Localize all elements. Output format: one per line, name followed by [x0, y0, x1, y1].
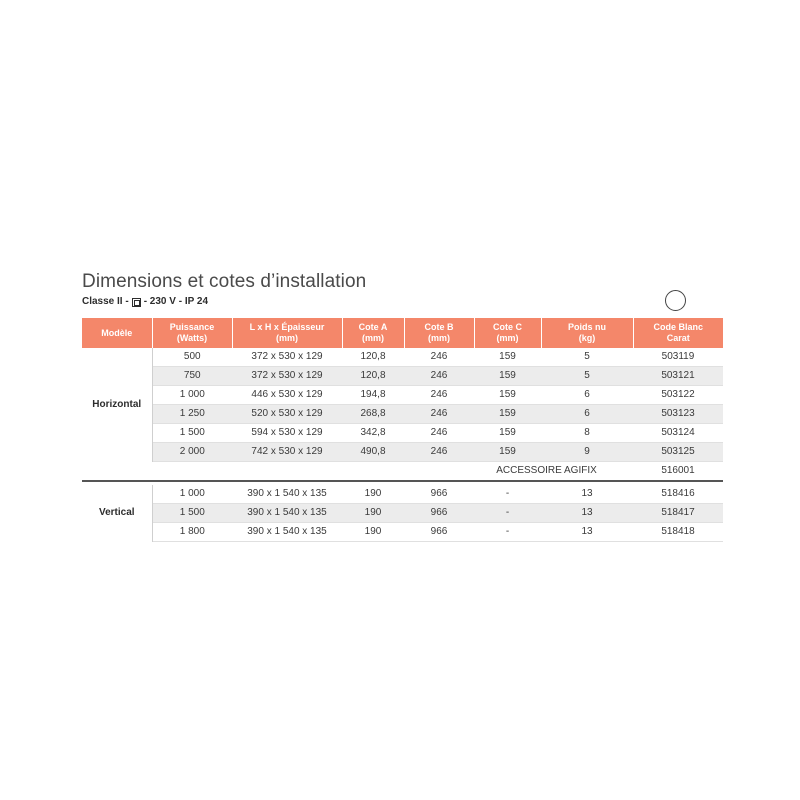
table-cell: 159 [474, 424, 541, 443]
table-cell: 966 [404, 523, 474, 542]
table-cell: 194,8 [342, 386, 404, 405]
model-group-label: Horizontal [82, 348, 152, 462]
table-cell: 6 [541, 405, 633, 424]
table-cell: 13 [541, 504, 633, 523]
table-cell: 120,8 [342, 367, 404, 386]
dimensions-table [82, 318, 723, 542]
table-cell: 1 000 [152, 485, 232, 504]
model-group-label: Vertical [82, 485, 152, 542]
table-cell: 1 800 [152, 523, 232, 542]
page-title: Dimensions et cotes d’installation [82, 271, 367, 292]
table-cell: 503125 [633, 443, 723, 462]
column-header: Cote B (mm) [404, 318, 474, 348]
table-cell: 268,8 [342, 405, 404, 424]
table-cell: 246 [404, 443, 474, 462]
table-cell: 246 [404, 367, 474, 386]
column-header: L x H x Épaisseur (mm) [232, 318, 342, 348]
accessory-spacer [82, 462, 474, 482]
table-cell: 390 x 1 540 x 135 [232, 485, 342, 504]
table-cell: - [474, 504, 541, 523]
column-header: Code Blanc Carat [633, 318, 723, 348]
table-cell: 13 [541, 485, 633, 504]
column-header: Modèle [82, 318, 152, 348]
table-cell: 190 [342, 523, 404, 542]
table-cell: 390 x 1 540 x 135 [232, 523, 342, 542]
table-cell: - [474, 485, 541, 504]
table-cell: 246 [404, 424, 474, 443]
table-cell: 372 x 530 x 129 [232, 348, 342, 367]
table-cell: 5 [541, 367, 633, 386]
table-cell: 518416 [633, 485, 723, 504]
table-cell: 13 [541, 523, 633, 542]
table-cell: 518417 [633, 504, 723, 523]
column-header: Cote C (mm) [474, 318, 541, 348]
table-cell: 120,8 [342, 348, 404, 367]
class-ii-icon [132, 298, 141, 307]
table-cell: 503124 [633, 424, 723, 443]
table-row [82, 386, 723, 405]
column-header: Poids nu (kg) [541, 318, 633, 348]
table-row [82, 348, 723, 367]
table-row [82, 424, 723, 443]
table-header-row [82, 318, 723, 348]
table-row [82, 504, 723, 523]
table-cell: 159 [474, 367, 541, 386]
table-cell: 594 x 530 x 129 [232, 424, 342, 443]
table-cell: 246 [404, 386, 474, 405]
table-cell: 9 [541, 443, 633, 462]
table-cell: 446 x 530 x 129 [232, 386, 342, 405]
table-cell: 2 000 [152, 443, 232, 462]
table-row [82, 485, 723, 504]
accessory-code: 516001 [661, 465, 695, 476]
table-cell: 503121 [633, 367, 723, 386]
table-cell: 390 x 1 540 x 135 [232, 504, 342, 523]
spec-sheet [82, 270, 723, 542]
table-cell: 518418 [633, 523, 723, 542]
table-cell: 503119 [633, 348, 723, 367]
table-cell: 503122 [633, 386, 723, 405]
table-cell: 1 000 [152, 386, 232, 405]
table-cell: 159 [474, 405, 541, 424]
table-cell: 500 [152, 348, 232, 367]
column-header: Cote A (mm) [342, 318, 404, 348]
table-cell: 742 x 530 x 129 [232, 443, 342, 462]
table-cell: 503123 [633, 405, 723, 424]
circle-icon [665, 290, 686, 311]
table-row [82, 405, 723, 424]
subtitle-prefix: Classe II - [82, 296, 129, 307]
table-cell: 159 [474, 443, 541, 462]
table-cell: 750 [152, 367, 232, 386]
table-cell: 1 250 [152, 405, 232, 424]
table-cell: 159 [474, 386, 541, 405]
table-cell: 8 [541, 424, 633, 443]
table-row [82, 367, 723, 386]
table-cell: 520 x 530 x 129 [232, 405, 342, 424]
table-cell: 966 [404, 485, 474, 504]
column-header: Puissance (Watts) [152, 318, 232, 348]
table-row [82, 443, 723, 462]
table-cell: 190 [342, 485, 404, 504]
accessory-label: ACCESSOIRE AGIFIX [496, 465, 597, 476]
subtitle-suffix: - 230 V - IP 24 [143, 296, 208, 307]
accessory-row [82, 462, 723, 482]
table-cell: 372 x 530 x 129 [232, 367, 342, 386]
table-cell: 6 [541, 386, 633, 405]
table-cell: 246 [404, 348, 474, 367]
table-row [82, 523, 723, 542]
table-cell: 966 [404, 504, 474, 523]
table-cell: 5 [541, 348, 633, 367]
table-cell: 1 500 [152, 424, 232, 443]
table-cell: 246 [404, 405, 474, 424]
table-cell: 1 500 [152, 504, 232, 523]
table-cell: 159 [474, 348, 541, 367]
table-cell: 490,8 [342, 443, 404, 462]
table-cell: 342,8 [342, 424, 404, 443]
class-subtitle [82, 294, 723, 310]
table-cell: - [474, 523, 541, 542]
table-cell: 190 [342, 504, 404, 523]
